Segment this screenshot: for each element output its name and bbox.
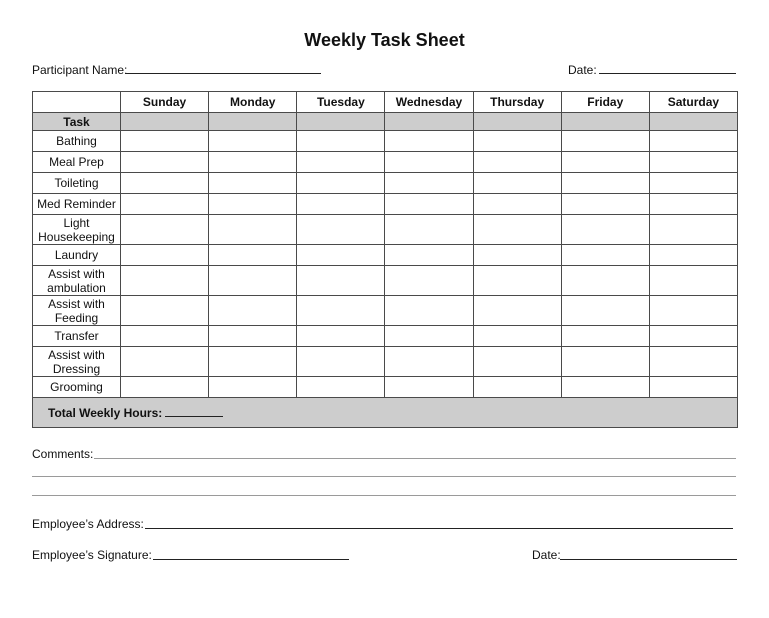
task-entry-cell[interactable]: [473, 152, 561, 173]
task-entry-cell[interactable]: [297, 347, 385, 377]
task-entry-cell[interactable]: [473, 347, 561, 377]
task-entry-cell[interactable]: [121, 173, 209, 194]
task-row: [33, 245, 738, 266]
task-entry-cell[interactable]: [297, 326, 385, 347]
header-shade-cell: [297, 113, 385, 131]
header-shade-cell: [121, 113, 209, 131]
task-entry-cell[interactable]: [297, 377, 385, 398]
task-entry-cell[interactable]: [649, 296, 737, 326]
task-table: [32, 91, 738, 428]
task-entry-cell[interactable]: [561, 347, 649, 377]
task-entry-cell[interactable]: [561, 152, 649, 173]
task-row: [33, 173, 738, 194]
task-entry-cell[interactable]: [473, 131, 561, 152]
task-entry-cell[interactable]: [297, 215, 385, 245]
task-entry-cell[interactable]: [649, 173, 737, 194]
task-entry-cell[interactable]: [473, 326, 561, 347]
employee-signature-field[interactable]: [153, 559, 349, 560]
day-header: Monday: [209, 92, 297, 113]
task-entry-cell[interactable]: [561, 194, 649, 215]
task-entry-cell[interactable]: [121, 347, 209, 377]
task-row: [33, 347, 738, 377]
task-entry-cell[interactable]: [297, 173, 385, 194]
task-entry-cell[interactable]: [385, 347, 473, 377]
task-row: [33, 215, 738, 245]
task-entry-cell[interactable]: [121, 266, 209, 296]
task-entry-cell[interactable]: [473, 173, 561, 194]
page-title: Weekly Task Sheet: [304, 30, 465, 50]
task-entry-cell[interactable]: [561, 245, 649, 266]
comments-line[interactable]: [94, 458, 736, 459]
participant-name-field[interactable]: [125, 73, 321, 74]
header-shade-cell: [209, 113, 297, 131]
task-name-cell: Transfer: [33, 326, 121, 347]
task-entry-cell[interactable]: [649, 245, 737, 266]
task-entry-cell[interactable]: [649, 347, 737, 377]
task-entry-cell[interactable]: [649, 266, 737, 296]
task-name-cell: Bathing: [33, 131, 121, 152]
task-entry-cell[interactable]: [297, 245, 385, 266]
task-entry-cell[interactable]: [385, 326, 473, 347]
task-entry-cell[interactable]: [473, 245, 561, 266]
task-entry-cell[interactable]: [209, 266, 297, 296]
task-entry-cell[interactable]: [561, 326, 649, 347]
task-entry-cell[interactable]: [473, 215, 561, 245]
task-row: [33, 326, 738, 347]
task-entry-cell[interactable]: [209, 173, 297, 194]
task-entry-cell[interactable]: [561, 296, 649, 326]
day-header: Saturday: [649, 92, 737, 113]
task-row: [33, 194, 738, 215]
task-entry-cell[interactable]: [209, 245, 297, 266]
task-entry-cell[interactable]: [297, 194, 385, 215]
task-entry-cell[interactable]: [385, 215, 473, 245]
task-entry-cell[interactable]: [121, 377, 209, 398]
task-entry-cell[interactable]: [649, 131, 737, 152]
task-name-cell: Grooming: [33, 377, 121, 398]
total-cell: [33, 398, 738, 428]
task-entry-cell[interactable]: [121, 245, 209, 266]
comments-label: Comments:: [32, 447, 94, 461]
task-entry-cell[interactable]: [385, 173, 473, 194]
task-entry-cell[interactable]: [121, 194, 209, 215]
task-column-header: Task: [33, 113, 121, 131]
task-entry-cell[interactable]: [385, 131, 473, 152]
day-header: Wednesday: [385, 92, 473, 113]
task-entry-cell[interactable]: [121, 131, 209, 152]
task-entry-cell[interactable]: [473, 296, 561, 326]
task-entry-cell[interactable]: [297, 152, 385, 173]
task-entry-cell[interactable]: [121, 296, 209, 326]
task-entry-cell[interactable]: [649, 152, 737, 173]
task-entry-cell[interactable]: [297, 131, 385, 152]
comments-line[interactable]: [32, 476, 736, 477]
task-name-cell: Assist with Dressing: [33, 347, 121, 377]
task-entry-cell[interactable]: [473, 194, 561, 215]
task-entry-cell[interactable]: [561, 266, 649, 296]
header-shade-cell: [385, 113, 473, 131]
task-header-row: [33, 113, 738, 131]
task-row: [33, 296, 738, 326]
task-row: [33, 266, 738, 296]
task-entry-cell[interactable]: [209, 194, 297, 215]
day-header: Sunday: [121, 92, 209, 113]
total-weekly-hours-label: Total Weekly Hours:: [48, 405, 163, 420]
task-entry-cell[interactable]: [209, 326, 297, 347]
header-shade-cell: [473, 113, 561, 131]
day-header: Friday: [561, 92, 649, 113]
task-name-cell: Toileting: [33, 173, 121, 194]
task-entry-cell[interactable]: [649, 377, 737, 398]
task-entry-cell[interactable]: [385, 245, 473, 266]
employee-address-label: Employee’s Address:: [32, 517, 144, 531]
task-entry-cell[interactable]: [561, 131, 649, 152]
task-entry-cell[interactable]: [649, 215, 737, 245]
comments-line[interactable]: [32, 495, 736, 496]
task-entry-cell[interactable]: [121, 215, 209, 245]
task-name-cell: Assist with ambulation: [33, 266, 121, 296]
task-entry-cell[interactable]: [209, 377, 297, 398]
task-entry-cell[interactable]: [209, 131, 297, 152]
task-entry-cell[interactable]: [649, 326, 737, 347]
task-name-cell: Assist with Feeding: [33, 296, 121, 326]
day-header: Tuesday: [297, 92, 385, 113]
task-entry-cell[interactable]: [209, 347, 297, 377]
task-entry-cell[interactable]: [209, 296, 297, 326]
task-entry-cell[interactable]: [473, 377, 561, 398]
date-field-top[interactable]: [599, 73, 736, 74]
day-header-row: [33, 92, 738, 113]
corner-cell: [33, 92, 121, 113]
task-entry-cell[interactable]: [297, 296, 385, 326]
day-header: Thursday: [473, 92, 561, 113]
task-name-cell: Laundry: [33, 245, 121, 266]
header-shade-cell: [649, 113, 737, 131]
task-entry-cell[interactable]: [121, 152, 209, 173]
task-entry-cell[interactable]: [209, 215, 297, 245]
date-field-bottom[interactable]: [560, 559, 737, 560]
task-entry-cell[interactable]: [561, 215, 649, 245]
task-entry-cell[interactable]: [649, 194, 737, 215]
task-entry-cell[interactable]: [385, 266, 473, 296]
task-row: [33, 131, 738, 152]
task-entry-cell[interactable]: [121, 326, 209, 347]
employee-signature-label: Employee’s Signature:: [32, 548, 152, 562]
task-row: [33, 377, 738, 398]
task-entry-cell[interactable]: [385, 152, 473, 173]
date-label-top: Date:: [568, 63, 597, 77]
task-name-cell: Light Housekeeping: [33, 215, 121, 245]
task-entry-cell[interactable]: [297, 266, 385, 296]
task-entry-cell[interactable]: [385, 296, 473, 326]
task-entry-cell[interactable]: [473, 266, 561, 296]
participant-name-label: Participant Name:: [32, 63, 128, 77]
task-entry-cell[interactable]: [561, 173, 649, 194]
task-entry-cell[interactable]: [385, 377, 473, 398]
task-entry-cell[interactable]: [561, 377, 649, 398]
task-name-cell: Meal Prep: [33, 152, 121, 173]
date-label-bottom: Date:: [532, 548, 561, 562]
task-entry-cell[interactable]: [385, 194, 473, 215]
task-row: [33, 152, 738, 173]
employee-address-field[interactable]: [145, 528, 733, 529]
task-name-cell: Med Reminder: [33, 194, 121, 215]
task-entry-cell[interactable]: [209, 152, 297, 173]
header-shade-cell: [561, 113, 649, 131]
total-hours-field[interactable]: [165, 406, 223, 417]
total-row: [33, 398, 738, 428]
